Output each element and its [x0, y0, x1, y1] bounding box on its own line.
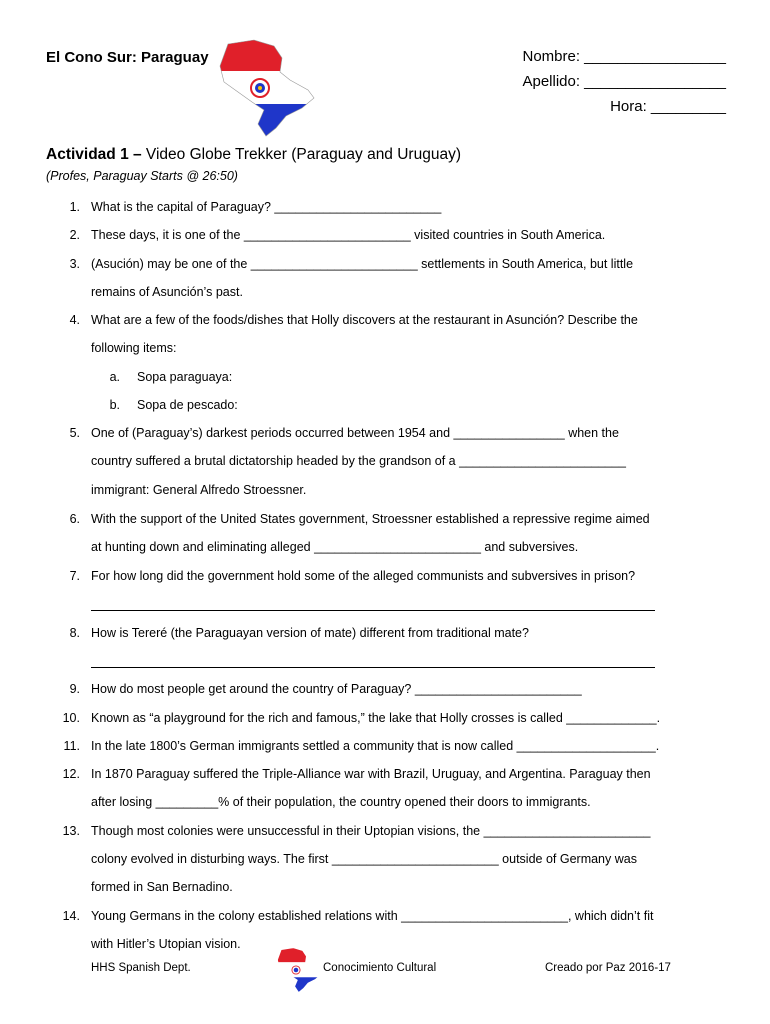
question-text: immigrant: General Alfredo Stroessner.: [91, 483, 307, 497]
question-number: 10.: [62, 711, 80, 725]
question-text: country suffered a brutal dictatorship headed by the grandson of a ________________________: [91, 454, 626, 468]
question-text: with Hitler’s Utopian vision.: [91, 937, 241, 951]
question-text: In the late 1800’s German immigrants settled a community that is now called ____________________.: [91, 739, 660, 753]
question-number: a.: [109, 370, 120, 384]
footer-center: Conocimiento Cultural: [323, 962, 437, 974]
question-text: One of (Paraguay’s) darkest periods occurred between 1954 and ________________ when the: [91, 426, 619, 440]
question-text: For how long did the government hold some of the alleged communists and subversives in prison?: [91, 569, 636, 583]
question-text: Sopa de pescado:: [137, 398, 238, 412]
question-number: 7.: [69, 569, 80, 583]
question-number: 13.: [62, 824, 80, 838]
question-number: 11.: [63, 739, 80, 753]
question-number: b.: [109, 398, 120, 412]
question-text: Known as “a playground for the rich and famous,” the lake that Holly crosses is called _____________.: [91, 711, 661, 725]
question-text: These days, it is one of the ________________________ visited countries in South America.: [91, 228, 606, 242]
question-text: What are a few of the foods/dishes that Holly discovers at the restaurant in Asunción? Describe the: [91, 313, 638, 327]
question-number: 1.: [69, 200, 80, 214]
question-number: 12.: [62, 767, 80, 781]
activity-heading: [46, 146, 461, 164]
footer-left: HHS Spanish Dept.: [91, 962, 191, 974]
question-text: Though most colonies were unsuccessful in their Uptopian visions, the ________________________: [91, 824, 651, 838]
question-number: 3.: [69, 257, 80, 271]
question-number: 4.: [69, 313, 80, 327]
question-text: How is Tereré (the Paraguayan version of mate) different from traditional mate?: [91, 626, 529, 640]
question-text: Young Germans in the colony established relations with ________________________, which didn’t fit: [91, 909, 654, 923]
question-text: In 1870 Paraguay suffered the Triple-Alliance war with Brazil, Uruguay, and Argentina. Paraguay then: [91, 767, 651, 781]
page-title: El Cono Sur: Paraguay: [46, 49, 209, 66]
question-text: (Asución) may be one of the ________________________ settlements in South America, but little: [91, 257, 634, 271]
question-text: colony evolved in disturbing ways. The first ________________________ outside of Germany was: [91, 852, 637, 866]
question-number: 8.: [69, 626, 80, 640]
question-text: at hunting down and eliminating alleged ________________________ and subversives.: [91, 540, 579, 554]
question-text: What is the capital of Paraguay? ________________________: [91, 200, 442, 214]
question-text: Sopa paraguaya:: [137, 370, 233, 384]
question-number: 14.: [62, 909, 80, 923]
footer-right: Creado por Paz 2016-17: [545, 962, 671, 974]
paraguay-flag-map-icon-small: [276, 944, 326, 996]
question-number: 6.: [69, 512, 80, 526]
nombre-field: Nombre: _________________: [522, 48, 726, 65]
answer-line-8: [91, 667, 655, 668]
activity-title: Video Globe Trekker (Paraguay and Uruguay): [141, 146, 461, 163]
question-number: 9.: [69, 682, 80, 696]
activity-note: (Profes, Paraguay Starts @ 26:50): [46, 169, 238, 183]
question-number: 2.: [69, 228, 80, 242]
question-text: following items:: [91, 341, 177, 355]
question-text: How do most people get around the country of Paraguay? ________________________: [91, 682, 582, 696]
apellido-field: Apellido: _________________: [522, 73, 726, 90]
question-text: With the support of the United States government, Stroessner established a repressive regime aimed: [91, 512, 650, 526]
question-text: remains of Asunción’s past.: [91, 285, 243, 299]
question-text: formed in San Bernadino.: [91, 880, 233, 894]
answer-line-7: [91, 610, 655, 611]
question-number: 5.: [69, 426, 80, 440]
paraguay-flag-map-icon: [216, 38, 326, 138]
activity-label: Actividad 1 –: [46, 146, 142, 163]
question-text: after losing _________% of their population, the country opened their doors to immigrants.: [91, 795, 591, 809]
hora-field: Hora: _________: [610, 98, 726, 115]
